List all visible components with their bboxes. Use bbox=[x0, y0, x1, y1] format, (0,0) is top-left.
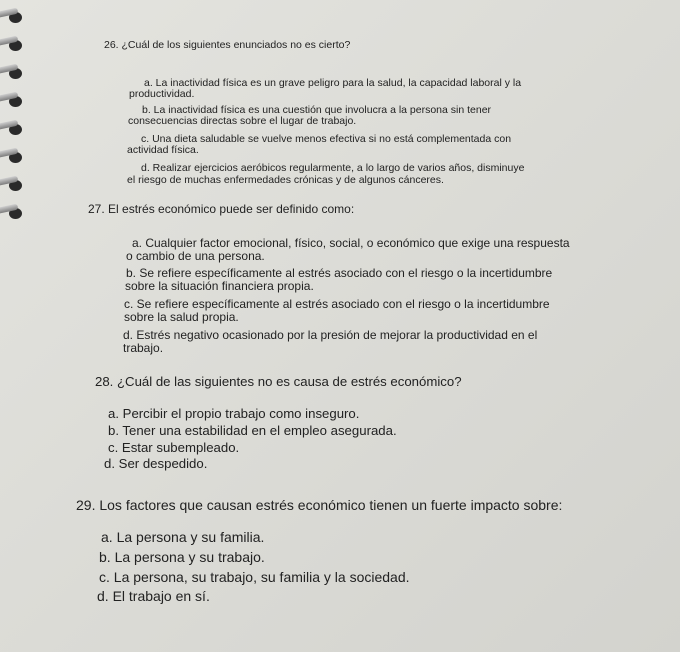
question-26-option-a: a. La inactividad física es un grave peligro para la salud, la capacidad laboral y la bbox=[144, 77, 522, 89]
question-26-option-b-cont: consecuencias directas sobre el lugar de trabajo. bbox=[128, 115, 357, 127]
question-27-option-d: d. Estrés negativo ocasionado por la presión de mejorar la productividad en el bbox=[123, 328, 538, 342]
spiral-binding bbox=[0, 0, 30, 230]
question-26-option-d-cont: el riesgo de muchas enfermedades crónicas y de algunos cánceres. bbox=[127, 174, 444, 186]
question-27-option-b-cont: sobre la situación financiera propia. bbox=[125, 279, 314, 293]
question-27: 27. El estrés económico puede ser definido como: bbox=[88, 202, 355, 216]
question-27-option-c-cont: sobre la salud propia. bbox=[124, 310, 239, 324]
question-28-option-a: a. Percibir el propio trabajo como inseguro. bbox=[108, 406, 360, 421]
question-27-option-b: b. Se refiere específicamente al estrés asociado con el riesgo o la incertidumbre bbox=[126, 266, 553, 280]
question-28-option-d: d. Ser despedido. bbox=[104, 456, 208, 471]
question-29: 29. Los factores que causan estrés económico tienen un fuerte impacto sobre: bbox=[76, 497, 563, 513]
question-29-option-b: b. La persona y su trabajo. bbox=[99, 549, 265, 565]
question-27-option-a: a. Cualquier factor emocional, físico, social, o económico que exige una respuesta bbox=[132, 236, 570, 250]
question-26-option-a-cont: productividad. bbox=[129, 88, 195, 100]
question-26-option-c: c. Una dieta saludable se vuelve menos efectiva si no está complementada con bbox=[141, 133, 512, 145]
question-26-option-c-cont: actividad física. bbox=[127, 144, 199, 156]
question-29-option-a: a. La persona y su familia. bbox=[101, 529, 265, 545]
question-28: 28. ¿Cuál de las siguientes no es causa de estrés económico? bbox=[95, 374, 462, 389]
question-26-option-d: d. Realizar ejercicios aeróbicos regularmente, a lo largo de varios años, disminuye bbox=[141, 162, 525, 174]
question-29-option-d: d. El trabajo en sí. bbox=[97, 588, 210, 604]
question-26: 26. ¿Cuál de los siguientes enunciados no es cierto? bbox=[104, 39, 351, 51]
question-29-option-c: c. La persona, su trabajo, su familia y la sociedad. bbox=[99, 569, 410, 585]
question-27-option-a-cont: o cambio de una persona. bbox=[126, 249, 265, 263]
question-28-option-b: b. Tener una estabilidad en el empleo asegurada. bbox=[108, 423, 397, 438]
question-27-option-c: c. Se refiere específicamente al estrés asociado con el riesgo o la incertidumbre bbox=[124, 297, 550, 311]
question-27-option-d-cont: trabajo. bbox=[123, 341, 164, 355]
question-28-option-c: c. Estar subempleado. bbox=[108, 440, 240, 455]
question-26-option-b: b. La inactividad física es una cuestión que involucra a la persona sin tener bbox=[142, 104, 492, 116]
